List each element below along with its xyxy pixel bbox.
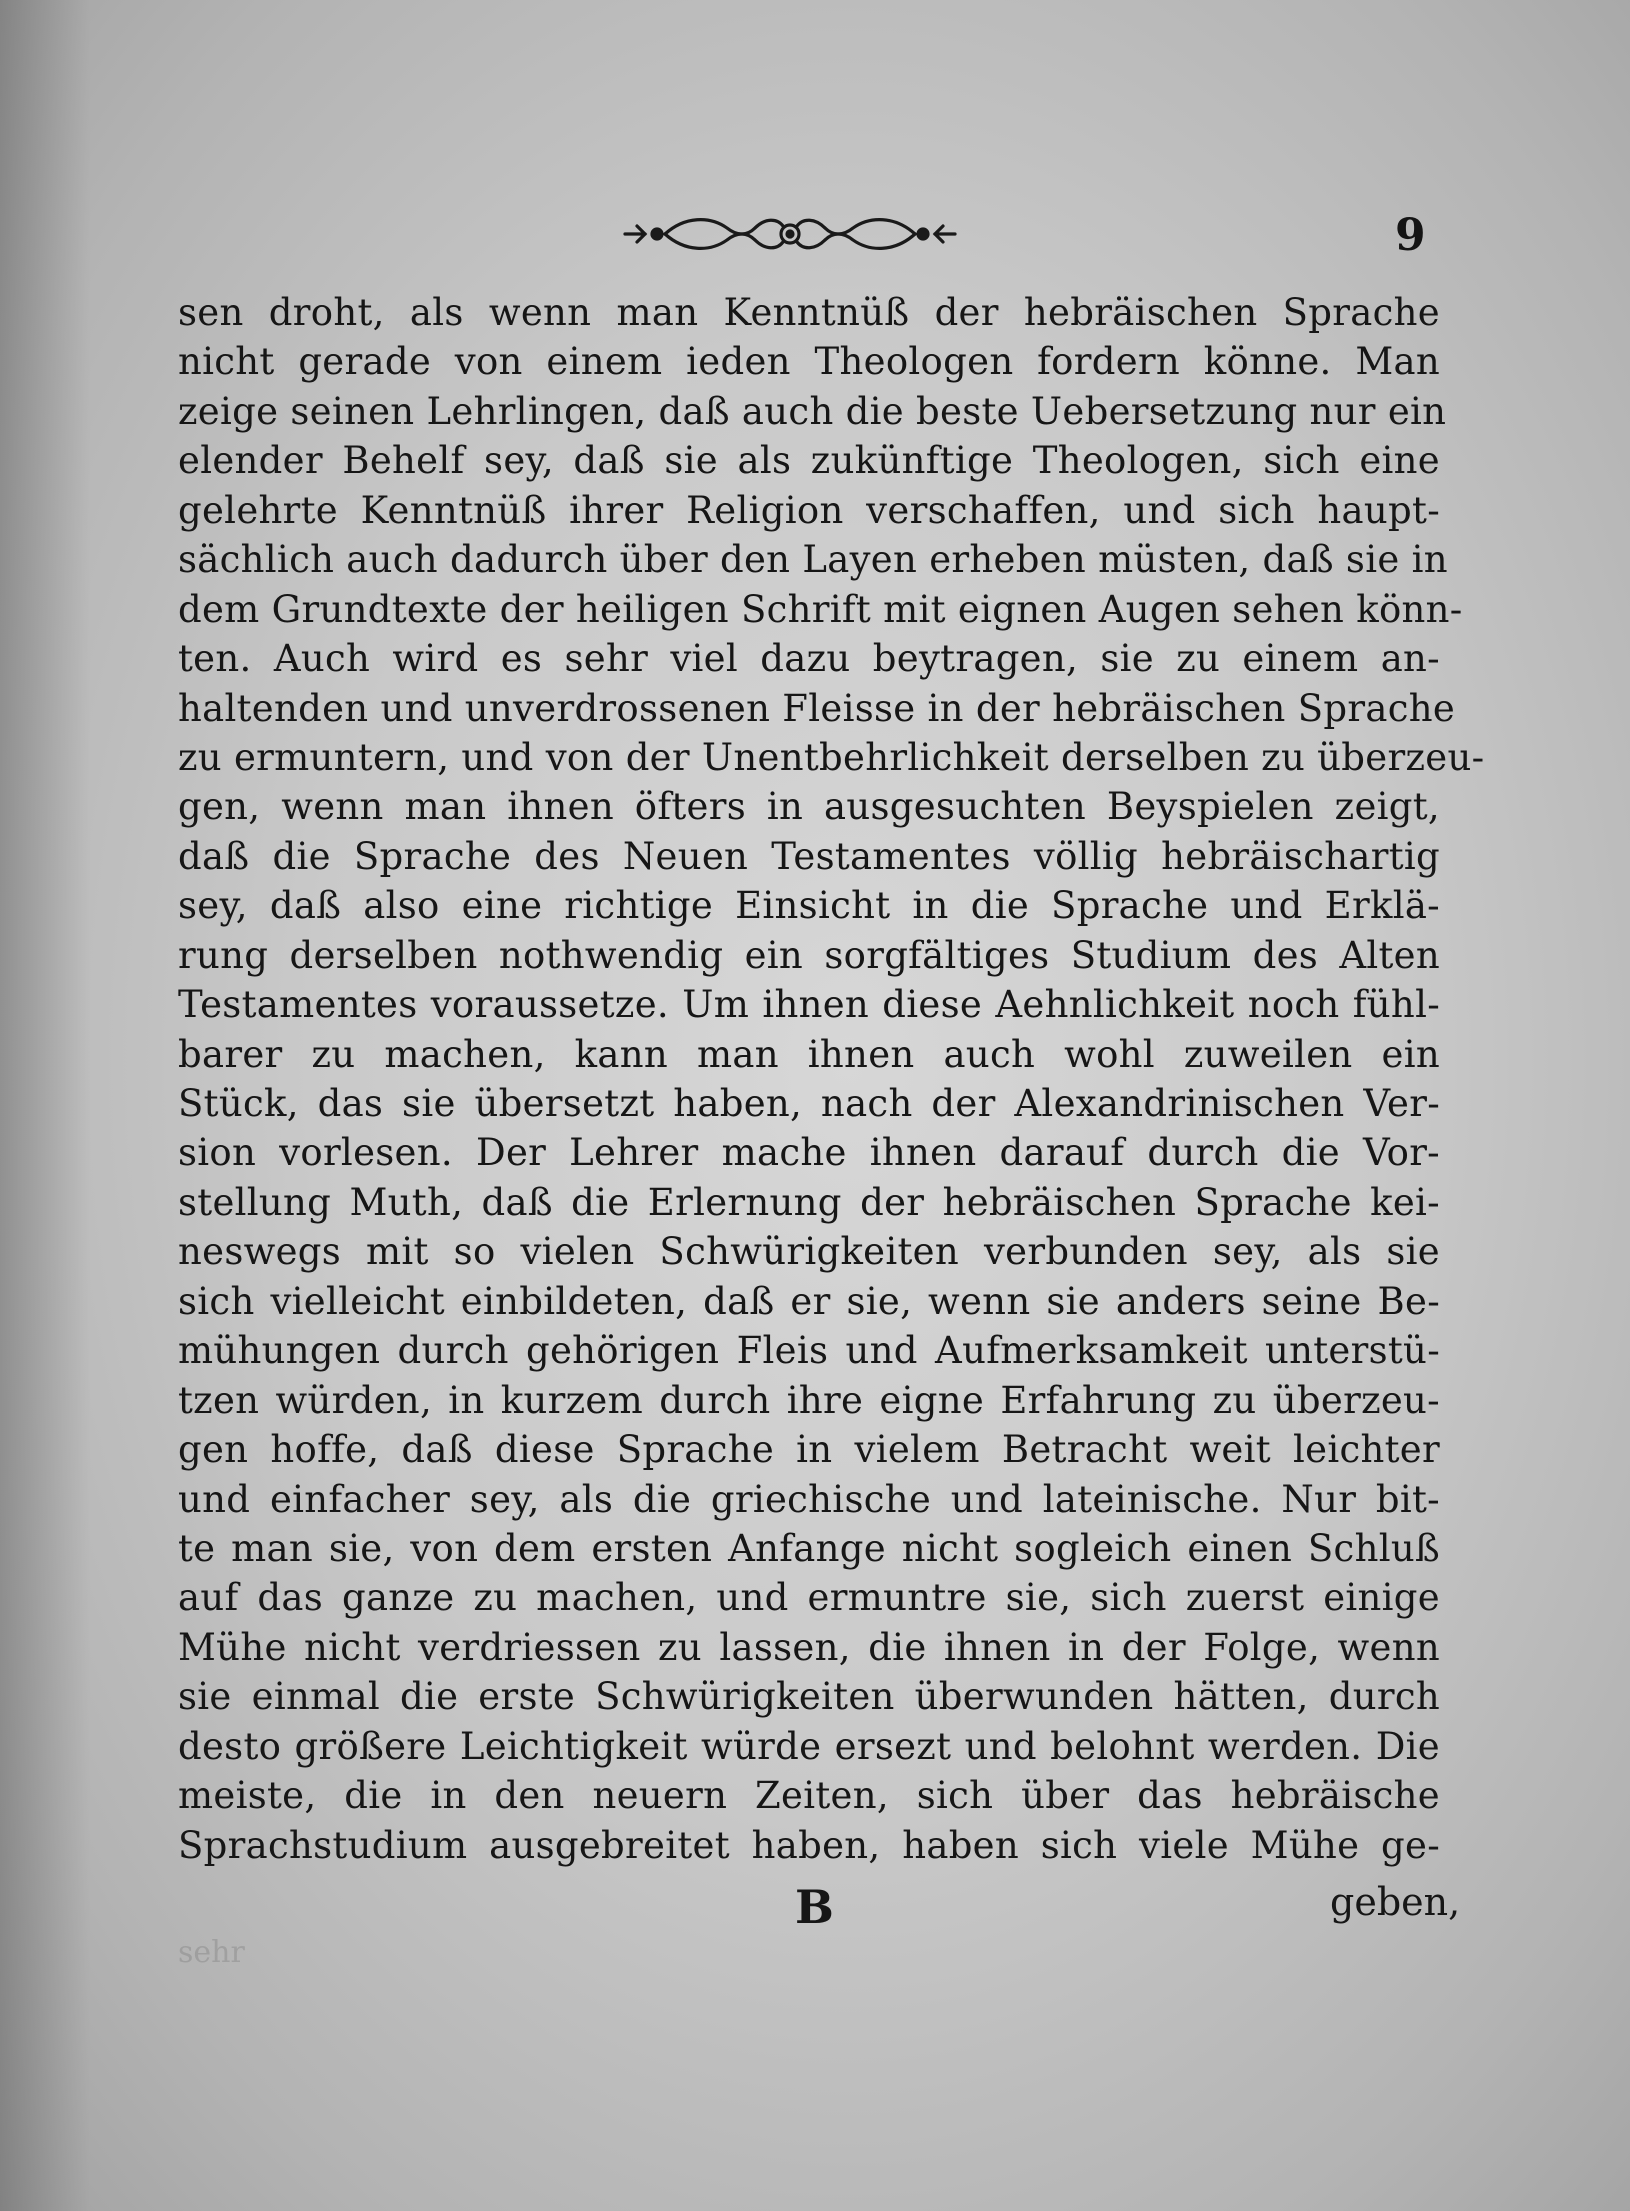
text-line: Mühe nicht verdriessen zu lassen, die ihnen in der Folge, wenn: [178, 1625, 1440, 1669]
text-line: meiste, die in den neuern Zeiten, sich über das hebräische: [178, 1774, 1440, 1818]
headpiece-ornament: [615, 206, 965, 262]
text-line: sich vielleicht einbildeten, daß er sie, wenn sie anders seine Be-: [178, 1279, 1440, 1323]
text-line: nicht gerade von einem ieden Theologen fordern könne. Man: [178, 340, 1440, 384]
text-line: zu ermuntern, und von der Unentbehrlichkeit derselben zu überzeu-: [178, 735, 1485, 779]
body-text: [178, 288, 1485, 1870]
text-line: Sprachstudium ausgebreitet haben, haben sich viele Mühe ge-: [178, 1823, 1440, 1867]
text-line: barer zu machen, kann man ihnen auch wohl zuweilen ein: [178, 1032, 1440, 1076]
text-line: daß die Sprache des Neuen Testamentes völlig hebräischartig: [178, 834, 1440, 878]
text-line: te man sie, von dem ersten Anfange nicht sogleich einen Schluß: [178, 1526, 1440, 1570]
bleed-through-text: sehr: [178, 1935, 245, 1970]
text-line: ten. Auch wird es sehr viel dazu beytragen, sie zu einem an-: [178, 637, 1440, 681]
text-line: gelehrte Kenntnüß ihrer Religion verschaffen, und sich haupt-: [178, 488, 1440, 532]
text-line: haltenden und unverdrossenen Fleisse in der hebräischen Sprache: [178, 686, 1456, 730]
signature-mark: B: [795, 1880, 834, 1934]
text-line: zeige seinen Lehrlingen, daß auch die beste Uebersetzung nur ein: [178, 389, 1447, 433]
text-line: rung derselben nothwendig ein sorgfältiges Studium des Alten: [178, 933, 1440, 977]
text-line: gen hoffe, daß diese Sprache in vielem Betracht weit leichter: [178, 1428, 1440, 1472]
page-number: 9: [1395, 210, 1426, 261]
text-line: gen, wenn man ihnen öfters in ausgesuchten Beyspielen zeigt,: [178, 785, 1440, 829]
catchword: geben,: [1330, 1880, 1461, 1924]
text-line: stellung Muth, daß die Erlernung der hebräischen Sprache kei-: [178, 1180, 1440, 1224]
text-line: sie einmal die erste Schwürigkeiten überwunden hätten, durch: [178, 1675, 1440, 1719]
text-line: sächlich auch dadurch über den Layen erheben müsten, daß sie in: [178, 538, 1448, 582]
text-line: dem Grundtexte der heiligen Schrift mit eignen Augen sehen könn-: [178, 587, 1463, 631]
text-line: Stück, das sie übersetzt haben, nach der Alexandrinischen Ver-: [178, 1082, 1440, 1125]
text-line: mühungen durch gehörigen Fleis und Aufmerksamkeit unterstü-: [178, 1329, 1440, 1373]
text-line: sion vorlesen. Der Lehrer mache ihnen darauf durch die Vor-: [178, 1131, 1440, 1175]
text-line: auf das ganze zu machen, und ermuntre sie, sich zuerst einige: [178, 1576, 1440, 1620]
text-line: neswegs mit so vielen Schwürigkeiten verbunden sey, als sie: [178, 1230, 1440, 1274]
text-line: sey, daß also eine richtige Einsicht in die Sprache und Erklä-: [178, 884, 1440, 928]
text-line: und einfacher sey, als die griechische und lateinische. Nur bit-: [178, 1477, 1440, 1521]
text-line: sen droht, als wenn man Kenntnüß der hebräischen Sprache: [178, 291, 1440, 334]
text-line: tzen würden, in kurzem durch ihre eigne Erfahrung zu überzeu-: [178, 1378, 1440, 1422]
gutter-shadow: [0, 0, 90, 2211]
text-line: elender Behelf sey, daß sie als zukünftige Theologen, sich eine: [178, 439, 1440, 483]
text-line: Testamentes voraussetze. Um ihnen diese Aehnlichkeit noch fühl-: [178, 983, 1440, 1027]
text-line: desto größere Leichtigkeit würde ersezt und belohnt werden. Die: [178, 1724, 1440, 1768]
